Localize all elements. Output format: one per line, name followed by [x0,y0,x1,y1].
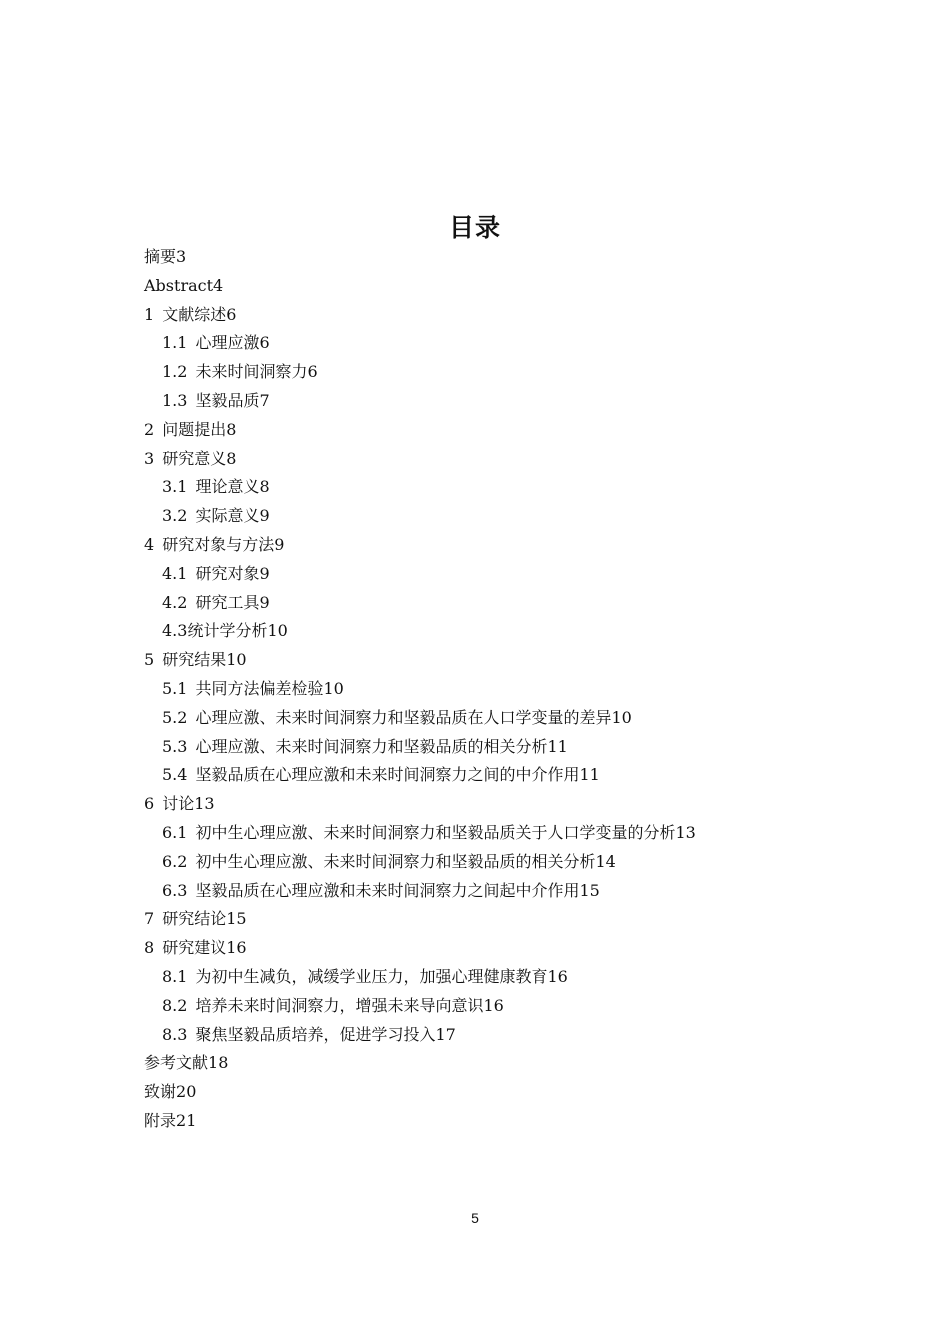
toc-entry-page: 21 [176,1110,197,1130]
toc-entry-page: 17 [435,1024,456,1044]
toc-entry-number: 5.2 [162,707,188,727]
toc-entry-label: 研究意义 [162,448,227,468]
toc-entry[interactable] [144,358,844,387]
toc-entry-number: 8.1 [162,966,188,986]
toc-entry-page: 6 [307,362,318,382]
toc-entry-page: 9 [274,534,285,554]
toc-entry-number: 3.2 [162,506,188,526]
toc-entry-number: 3 [144,448,155,468]
toc-entry-page: 11 [579,765,600,785]
toc-entry-page: 3 [176,247,187,266]
toc-entry-number: 5.1 [162,678,188,698]
toc-entry-page: 8 [226,419,237,439]
toc-entry-number: 5.3 [162,736,188,756]
toc-entry-label: 理论意义 [195,477,260,497]
toc-entry-page: 14 [595,851,616,871]
toc-entry-number: 8.2 [162,995,188,1015]
toc-entry[interactable] [144,992,844,1021]
toc-entry-number: 1.1 [162,333,188,353]
toc-entry-label: 文献综述 [162,304,227,324]
toc-entry-number: 5 [144,650,155,670]
toc-entry-number: 1 [144,304,155,324]
toc-entry-label: 心理应激 [195,333,260,353]
page-number: 5 [471,1210,479,1226]
toc-entry-number: 6.3 [162,880,188,900]
toc-entry-label: 附录 [144,1110,177,1130]
toc-entry[interactable] [144,473,844,502]
toc-entry-label: 聚焦坚毅品质培养，促进学习投入 [195,1024,436,1044]
toc-entry-number: 1.2 [162,362,188,382]
toc-entry-page: 10 [267,621,288,641]
toc-entry-page: 8 [259,477,270,497]
toc-entry-label: 坚毅品质 [195,390,260,410]
toc-entry-label: 未来时间洞察力 [195,362,308,382]
toc-entry[interactable] [144,387,844,416]
toc-entry-number: 6.1 [162,822,188,842]
toc-entry-label: 问题提出 [162,419,227,439]
toc-entry-label: 初中生心理应激、未来时间洞察力和坚毅品质关于人口学变量的分析 [195,822,676,842]
toc-entry[interactable] [144,733,844,762]
toc-entry[interactable] [144,646,844,675]
toc-entry-label: 坚毅品质在心理应激和未来时间洞察力之间起中介作用 [195,880,580,900]
toc-entry[interactable] [144,761,844,790]
toc-entry-page: 20 [176,1082,197,1102]
toc-entry-page: 4 [213,275,224,295]
toc-entry-label: 培养未来时间洞察力，增强未来导向意识 [195,995,484,1015]
toc-entry[interactable] [144,675,844,704]
toc-entry-number: 8 [144,938,155,958]
toc-entry[interactable] [144,963,844,992]
toc-entry[interactable] [144,1107,844,1136]
table-of-contents [144,243,844,1136]
toc-entry-page: 13 [194,794,215,814]
toc-entry-label: 初中生心理应激、未来时间洞察力和坚毅品质的相关分析 [195,851,596,871]
toc-entry-label: 研究结果 [162,650,227,670]
toc-entry-page: 18 [208,1053,229,1073]
toc-entry[interactable] [144,704,844,733]
toc-entry[interactable] [144,416,844,445]
toc-entry[interactable] [144,819,844,848]
toc-entry[interactable] [144,445,844,474]
toc-entry[interactable] [144,243,844,272]
toc-entry-number: 6.2 [162,851,188,871]
toc-entry-number: 8.3 [162,1024,188,1044]
toc-entry[interactable] [144,301,844,330]
toc-entry-page: 16 [483,995,504,1015]
toc-entry-label: 心理应激、未来时间洞察力和坚毅品质在人口学变量的差异 [195,707,612,727]
toc-entry[interactable] [144,877,844,906]
toc-entry-number: 5.4 [162,765,188,785]
toc-entry-number: 7 [144,909,155,929]
toc-entry-label: 坚毅品质在心理应激和未来时间洞察力之间的中介作用 [195,765,580,785]
toc-entry-page: 16 [547,966,568,986]
toc-entry-page: 6 [226,304,237,324]
toc-entry-page: 10 [226,650,247,670]
toc-entry-label: 摘要 [144,247,177,266]
toc-entry[interactable] [144,1049,844,1078]
toc-entry[interactable] [144,617,844,646]
toc-entry-number: 1.3 [162,390,188,410]
toc-entry-label: 统计学分析 [187,621,268,641]
toc-entry-number: 4.2 [162,592,188,612]
toc-entry[interactable] [144,905,844,934]
toc-entry[interactable] [144,531,844,560]
toc-entry-page: 9 [259,592,270,612]
toc-entry-page: 8 [226,448,237,468]
toc-entry-page: 10 [323,678,344,698]
toc-entry-label: 研究工具 [195,592,260,612]
toc-entry[interactable] [144,329,844,358]
toc-entry-page: 9 [259,563,270,583]
toc-entry[interactable] [144,1021,844,1050]
toc-entry-number: 2 [144,419,155,439]
toc-entry-label: 为初中生减负，减缓学业压力，加强心理健康教育 [195,966,548,986]
toc-entry-number: 6 [144,794,155,814]
page-title: 目录 [448,212,501,242]
toc-entry[interactable] [144,502,844,531]
toc-entry-label: Abstract [144,275,214,295]
toc-entry-label: 实际意义 [195,506,260,526]
toc-entry-page: 6 [259,333,270,353]
toc-entry-label: 共同方法偏差检验 [195,678,324,698]
toc-entry-page: 10 [611,707,632,727]
toc-entry-number: 4.1 [162,563,188,583]
toc-entry-label: 研究对象 [195,563,260,583]
toc-entry[interactable] [144,589,844,618]
toc-entry[interactable] [144,560,844,589]
toc-entry[interactable] [144,790,844,819]
toc-entry-label: 研究结论 [162,909,227,929]
toc-entry-page: 16 [226,938,247,958]
toc-entry-label: 心理应激、未来时间洞察力和坚毅品质的相关分析 [195,736,548,756]
toc-entry-page: 15 [579,880,600,900]
toc-entry-label: 致谢 [144,1082,177,1102]
toc-entry-page: 15 [226,909,247,929]
toc-entry-number: 4 [144,534,155,554]
toc-entry-page: 7 [259,390,270,410]
toc-entry-page: 11 [547,736,568,756]
toc-entry-page: 13 [675,822,696,842]
toc-entry[interactable] [144,272,844,301]
toc-entry-label: 研究对象与方法 [162,534,275,554]
toc-entry-number: 3.1 [162,477,188,497]
toc-entry[interactable] [144,848,844,877]
toc-entry[interactable] [144,934,844,963]
toc-entry-label: 研究建议 [162,938,227,958]
toc-entry-page: 9 [259,506,270,526]
toc-entry-label: 参考文献 [144,1053,209,1073]
toc-entry[interactable] [144,1078,844,1107]
toc-entry-number: 4.3 [162,621,188,641]
toc-entry-label: 讨论 [162,794,195,814]
